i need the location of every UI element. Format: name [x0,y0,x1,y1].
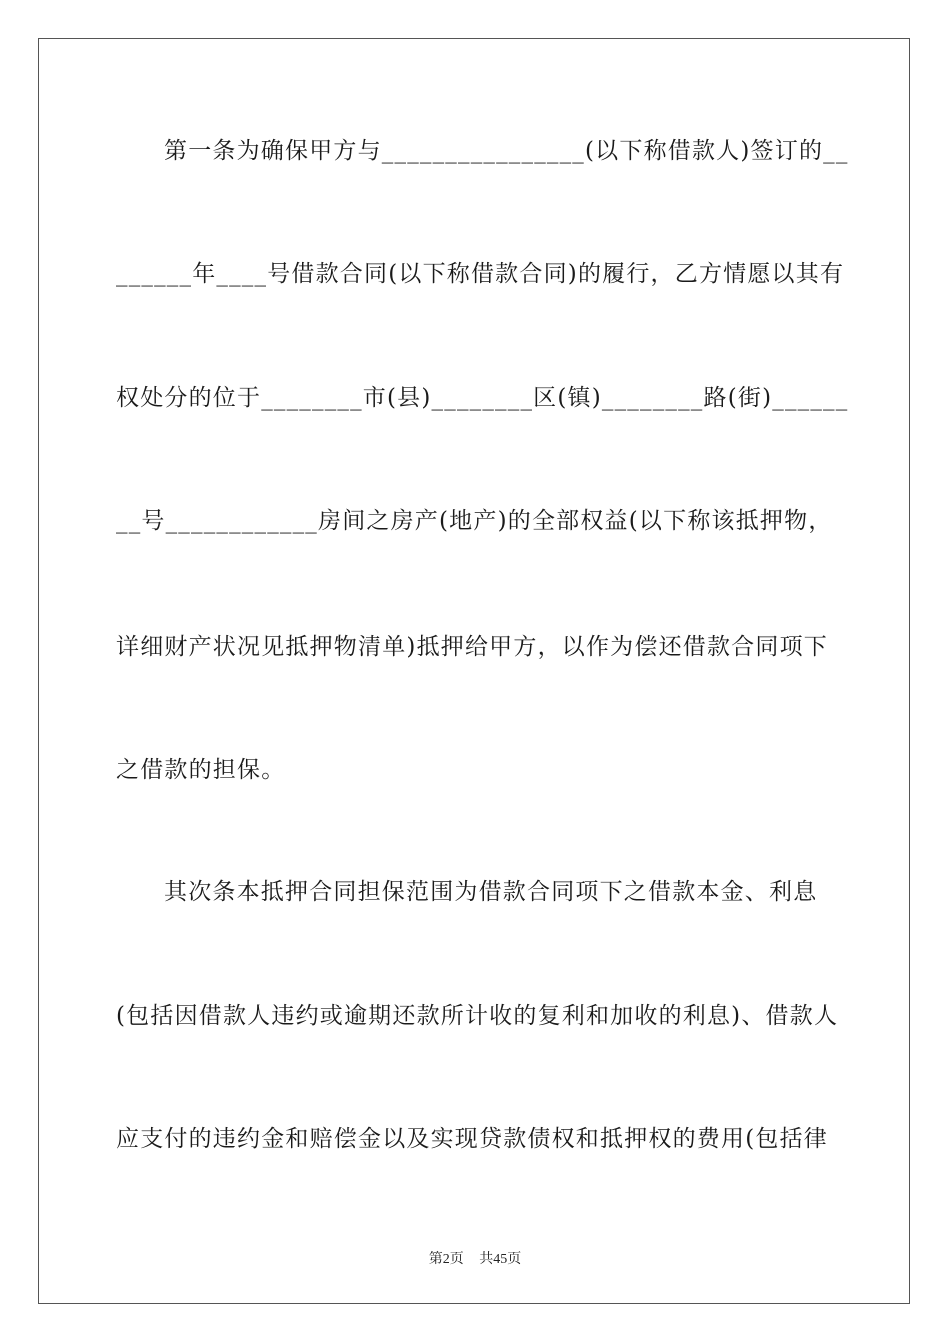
total-pages: 共45页 [479,1252,522,1267]
paragraph-1-line-2: ______年____号借款合同(以下称借款合同)的履行，乙方情愿以其有 [116,261,845,287]
paragraph-1-line-1: 第一条为确保甲方与________________(以下称借款人)签订的__ [164,138,849,164]
paragraph-1-line-4: __号____________房间之房产(地产)的全部权益(以下称该抵押物， [116,508,833,534]
paragraph-2-line-3: 应支付的违约金和赔偿金以及实现贷款债权和抵押权的费用(包括律 [116,1126,828,1152]
page-border [38,38,910,1304]
paragraph-1-line-3: 权处分的位于________市(县)________区(镇)________路(街)______ [116,385,849,411]
paragraph-1-line-6: 之借款的担保。 [116,757,286,783]
paragraph-1-line-5: 详细财产状况见抵押物清单)抵押给甲方，以作为偿还借款合同项下 [116,634,828,660]
paragraph-2-line-2: (包括因借款人违约或逾期还款所计收的复利和加收的利息)、借款人 [116,1003,839,1029]
page-footer [0,1248,950,1268]
page-number: 第2页 [428,1252,464,1267]
paragraph-2-line-1: 其次条本抵押合同担保范围为借款合同项下之借款本金、利息 [164,879,818,905]
